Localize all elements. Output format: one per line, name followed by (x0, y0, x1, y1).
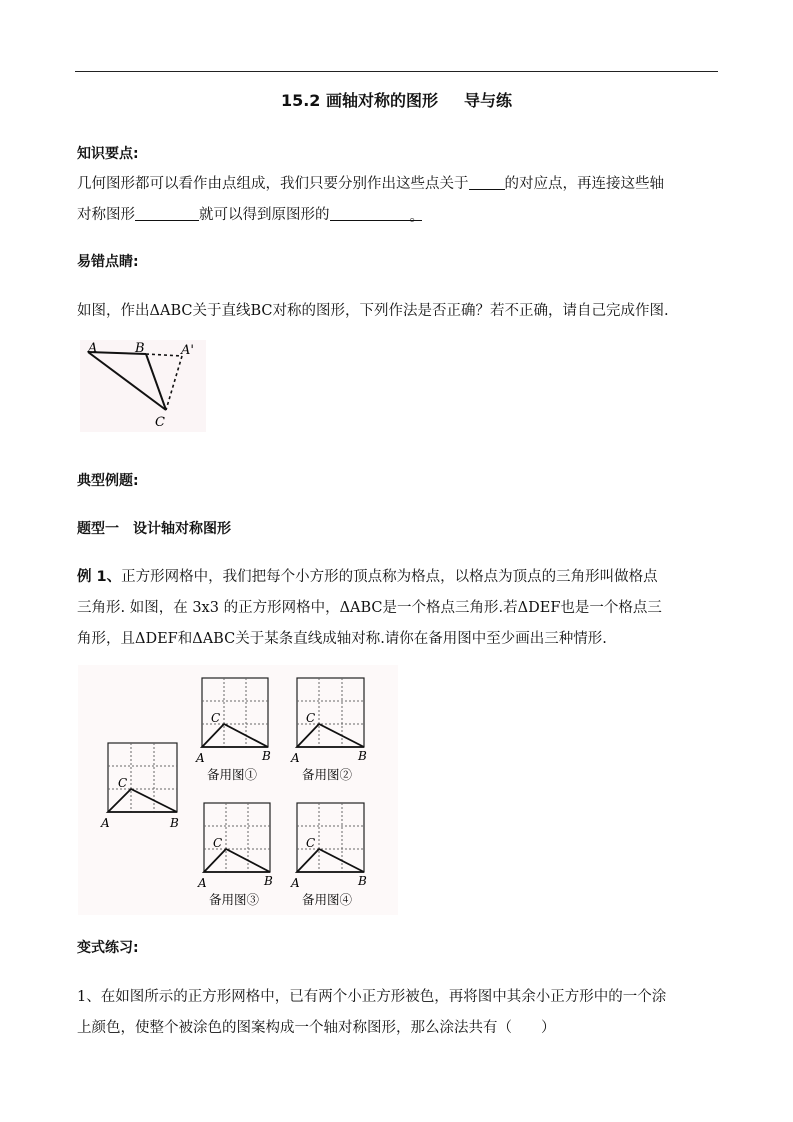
svg-text:B: B (358, 874, 367, 888)
label-a: A (88, 341, 98, 356)
svg-text:A: A (291, 876, 300, 890)
page-title (0, 88, 793, 111)
svg-text:B: B (262, 749, 271, 763)
spare-caption-2: 备用图② (302, 767, 353, 782)
spare-caption-1: 备用图① (207, 767, 258, 782)
svg-text:B: B (264, 874, 273, 888)
example1-line-1: 例 1、正方形网格中，我们把每个小方形的顶点称为格点，以格点为顶点的三角形叫做格点 (77, 569, 658, 585)
errors-heading: 易错点睛: (77, 254, 139, 270)
fill-blank-2[interactable] (135, 206, 199, 222)
fill-blank-3[interactable]: 。 (330, 205, 422, 221)
svg-text:A: A (196, 751, 205, 765)
svg-text:C: C (306, 836, 316, 850)
label-b: B (170, 816, 179, 830)
knowledge-heading: 知识要点: (77, 146, 139, 162)
example1-line-3: 角形，且ΔDEF和ΔABC关于某条直线成轴对称.请你在备用图中至少画出三种情形. (77, 631, 607, 647)
example-figures (78, 665, 398, 915)
svg-text:C: C (211, 711, 221, 725)
svg-text:C: C (213, 836, 223, 850)
practice-q1-line-1: 1、在如图所示的正方形网格中，已有两个小正方形被色，再将图中其余小正方形中的一个涂 (77, 989, 667, 1005)
spare-caption-3: 备用图③ (209, 892, 260, 907)
label-a-prime: A' (181, 343, 194, 358)
errors-text: 如图，作出ΔABC关于直线BC对称的图形，下列作法是否正确？若不正确，请自己完成作图. (77, 303, 669, 319)
label-b: B (135, 341, 145, 356)
svg-text:B: B (358, 749, 367, 763)
fill-blank-1[interactable] (469, 175, 505, 191)
knowledge-line-2: 对称图形 就可以得到原图形的 。 (77, 207, 424, 225)
header-rule (75, 71, 718, 72)
label-c: C (155, 415, 165, 430)
examples-heading: 典型例题: (77, 473, 139, 489)
error-figure (78, 336, 208, 436)
knowledge-line-1: 几何图形都可以看作由点组成，我们只要分别作出这些点关于 的对应点，再连接这些轴 (77, 176, 664, 192)
example1-line-2: 三角形. 如图，在 3x3 的正方形网格中，ΔABC是一个格点三角形.若ΔDEF也是一个格点三 (77, 600, 662, 616)
type1-heading: 题型一 设计轴对称图形 (77, 521, 231, 537)
spare-caption-4: 备用图④ (302, 892, 353, 907)
title-main: 15.2 画轴对称的图形 (280, 91, 439, 110)
practice-q1-line-2: 上颜色，使整个被涂色的图案构成一个轴对称图形，那么涂法共有（ ） (77, 1020, 556, 1036)
svg-text:A: A (198, 876, 207, 890)
label-a: A (101, 816, 110, 830)
svg-text:A: A (291, 751, 300, 765)
practice-heading: 变式练习: (77, 940, 139, 956)
label-c: C (118, 776, 128, 790)
title-sub: 导与练 (464, 91, 513, 110)
svg-text:C: C (306, 711, 316, 725)
figures-background (78, 665, 398, 915)
